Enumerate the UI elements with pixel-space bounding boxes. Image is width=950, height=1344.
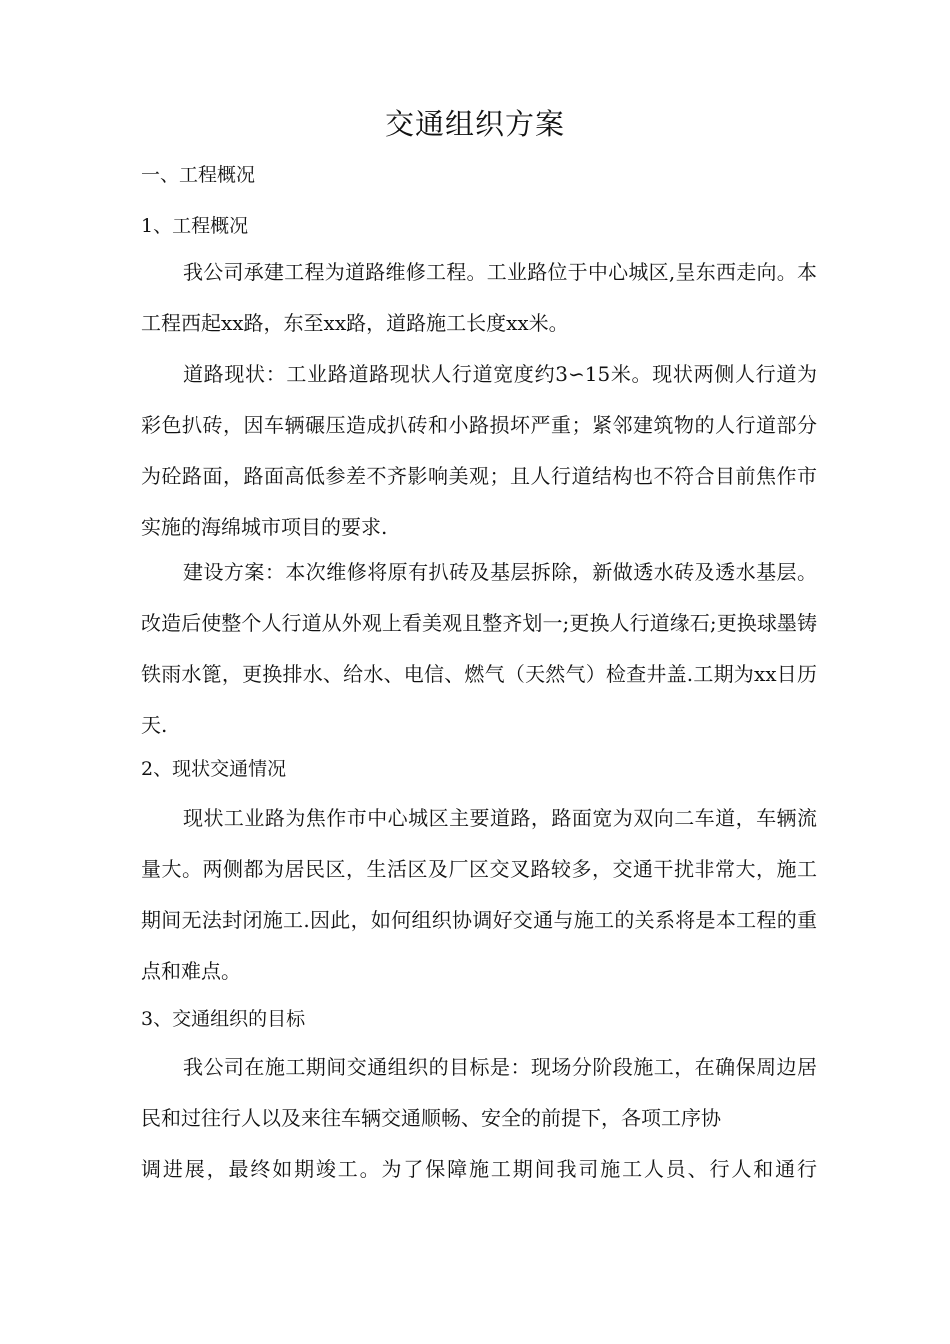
- section-heading-overview: 一、工程概况: [141, 164, 256, 186]
- paragraph-road-status: 道路现状：工业路道路现状人行道宽度约3∽15米。现状两侧人行道为彩色扒砖，因车辆碾压造成扒砖和小路损坏严重；紧邻建筑物的人行道部分为砼路面，路面高低参差不齐影响美观；且人行道结构也不符合目前焦作市实施的海绵城市项目的要求.: [141, 362, 817, 539]
- paragraph-traffic-goals: 我公司在施工期间交通组织的目标是：现场分阶段施工，在确保周边居民和过往行人以及来往车辆交通顺畅、安全的前提下，各项工序协: [141, 1055, 817, 1130]
- document-title: 交通组织方案: [384, 107, 565, 141]
- subsection-heading-traffic-goals: 3、交通组织的目标: [141, 1008, 306, 1030]
- paragraph-construction-plan: 建设方案：本次维修将原有扒砖及基层拆除，新做透水砖及透水基层。改造后使整个人行道从外观上看美观且整齐划一;更换人行道缘石;更换球墨铸铁雨水篦，更换排水、给水、电信、燃气（天然气）检查井盖.工期为xx日历天.: [141, 560, 817, 737]
- paragraph-traffic-goals-continued: 调进展，最终如期竣工。为了保障施工期间我司施工人员、行人和通行: [141, 1157, 817, 1181]
- subsection-heading-traffic-status: 2、现状交通情况: [141, 758, 287, 780]
- paragraph-project-description: 我公司承建工程为道路维修工程。工业路位于中心城区,呈东西走向。本工程西起xx路，东至xx路，道路施工长度xx米。: [141, 260, 817, 335]
- paragraph-traffic-status: 现状工业路为焦作市中心城区主要道路，路面宽为双向二车道，车辆流量大。两侧都为居民区，生活区及厂区交叉路较多，交通干扰非常大，施工期间无法封闭施工.因此，如何组织协调好交通与施工的关系将是本工程的重点和难点。: [141, 806, 817, 983]
- subsection-heading-project-overview: 1、工程概况: [141, 215, 249, 237]
